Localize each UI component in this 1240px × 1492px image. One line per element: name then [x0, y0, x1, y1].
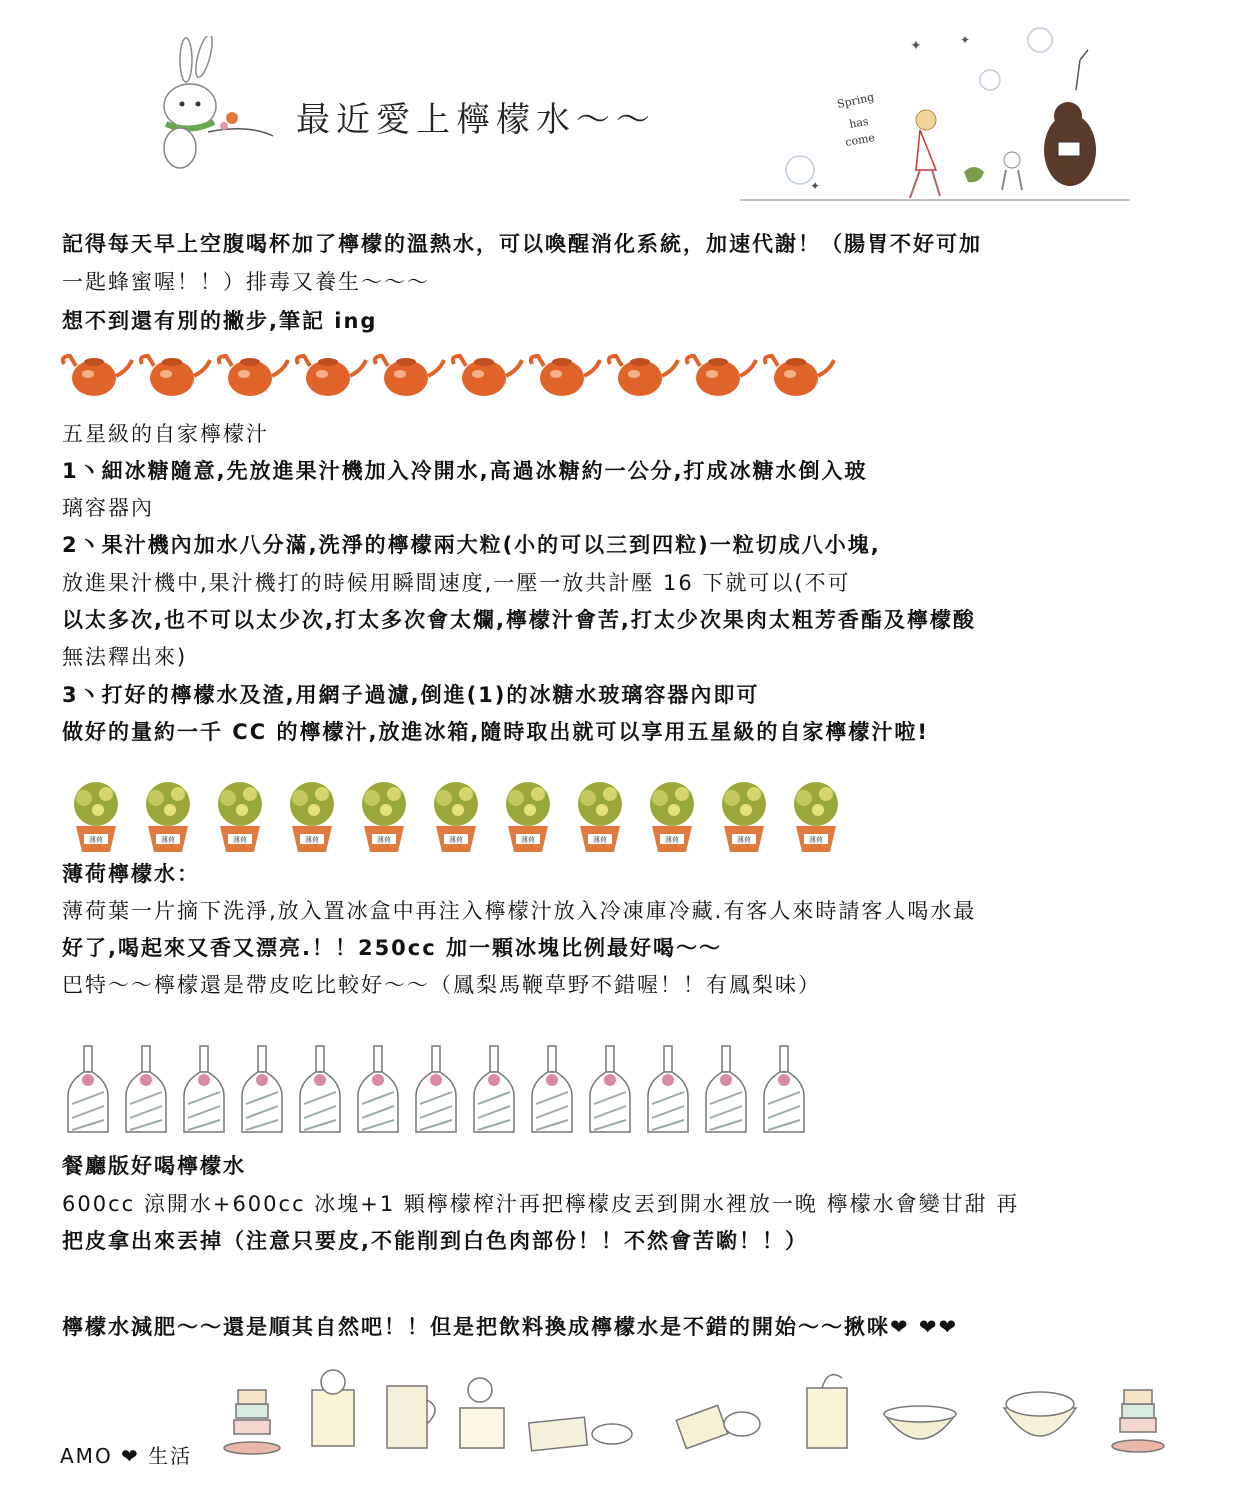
svg-text:薄荷: 薄荷	[89, 836, 103, 844]
svg-text:薄荷: 薄荷	[737, 836, 751, 844]
section1-line: 2丶果汁機內加水八分滿,洗淨的檸檬兩大粒(小的可以三到四粒)一粒切成八小塊,	[62, 533, 881, 557]
svg-text:薄荷: 薄荷	[377, 836, 391, 844]
art-text-spring: Spring	[835, 90, 876, 111]
section1-line: 1丶細冰糖隨意,先放進果汁機加入冷開水,高過冰糖約一公分,打成冰糖水倒入玻	[62, 459, 868, 483]
potted-mint-icon	[564, 780, 636, 854]
svg-text:薄荷: 薄荷	[593, 836, 607, 844]
bottle-icon	[756, 1044, 814, 1136]
section1-line: 璃容器內	[62, 496, 154, 520]
section3-heading: 餐廳版好喝檸檬水	[62, 1154, 246, 1178]
bottle-icon	[698, 1044, 756, 1136]
teapot-icon	[606, 348, 684, 400]
teapot-icon	[294, 348, 372, 400]
svg-text:薄荷: 薄荷	[305, 836, 319, 844]
teapot-row	[60, 348, 840, 400]
bottle-icon	[582, 1044, 640, 1136]
bottle-icon	[408, 1044, 466, 1136]
teapot-icon	[138, 348, 216, 400]
section3-line: 把皮拿出來丟掉（注意只要皮,不能削到白色肉部份！！不然會苦喲！！）	[62, 1229, 808, 1253]
teapot-icon	[684, 348, 762, 400]
intro-line-2: 一匙蜂蜜喔！！）排毒又養生～～～	[62, 270, 430, 294]
bottle-icon	[176, 1044, 234, 1136]
svg-text:薄荷: 薄荷	[233, 836, 247, 844]
spring-girl-illustration	[740, 20, 1130, 210]
bottle-icon	[60, 1044, 118, 1136]
svg-text:✦: ✦	[810, 179, 821, 193]
teapot-icon	[528, 348, 606, 400]
section1-line: 放進果汁機中,果汁機打的時候用瞬間速度,一壓一放共計壓 16 下就可以(不可	[62, 571, 851, 595]
section1-line: 以太多次,也不可以太少次,打太多次會太爛,檸檬汁會苦,打太少次果肉太粗芳香酯及檸檬酸	[62, 608, 976, 632]
bottle-icon	[466, 1044, 524, 1136]
potted-mint-icon	[780, 780, 852, 854]
cups-and-cats-illustration	[222, 1360, 1182, 1470]
section3-line: 600cc 涼開水+600cc 冰塊+1 顆檸檬榨汁再把檸檬皮丟到開水裡放一晚 檸檬水會變甘甜 再	[62, 1192, 1020, 1216]
bottle-icon	[118, 1044, 176, 1136]
footer-signature: AMO ❤ 生活	[60, 1444, 193, 1468]
bottle-row	[60, 1044, 814, 1136]
svg-text:薄荷: 薄荷	[665, 836, 679, 844]
teapot-icon	[216, 348, 294, 400]
potted-mint-icon	[636, 780, 708, 854]
teapot-icon	[372, 348, 450, 400]
teapot-icon	[60, 348, 138, 400]
section1-line: 無法釋出來)	[62, 645, 188, 669]
intro-line-1: 記得每天早上空腹喝杯加了檸檬的溫熱水，可以喚醒消化系統，加速代謝！（腸胃不好可加	[62, 232, 982, 256]
closing-line: 檸檬水減肥～～還是順其自然吧！！但是把飲料換成檸檬水是不錯的開始～～揪咪❤ ❤❤	[62, 1315, 959, 1339]
art-text-come: come	[844, 130, 876, 149]
teapot-icon	[762, 348, 840, 400]
bottle-icon	[640, 1044, 698, 1136]
section2-heading: 薄荷檸檬水：	[62, 862, 200, 886]
potted-mint-icon	[204, 780, 276, 854]
potted-mint-icon	[420, 780, 492, 854]
section1-heading: 五星級的自家檸檬汁	[62, 422, 269, 446]
potted-mint-icon	[60, 780, 132, 854]
bottle-icon	[350, 1044, 408, 1136]
potted-mint-icon	[132, 780, 204, 854]
section2-line: 薄荷葉一片摘下洗淨,放入置冰盒中再注入檸檬汁放入冷凍庫冷藏.有客人來時請客人喝水最	[62, 899, 977, 923]
svg-text:薄荷: 薄荷	[161, 836, 175, 844]
section2-line: 巴特～～檸檬還是帶皮吃比較好～～（鳳梨馬鞭草野不錯喔！！有鳳梨味）	[62, 973, 821, 997]
teapot-icon	[450, 348, 528, 400]
svg-text:✦: ✦	[910, 38, 922, 54]
rabbit-illustration	[128, 36, 278, 186]
section1-line: 3丶打好的檸檬水及渣,用網子過濾,倒進(1)的冰糖水玻璃容器內即可	[62, 683, 760, 707]
svg-text:薄荷: 薄荷	[449, 836, 463, 844]
potted-mint-icon	[708, 780, 780, 854]
section2-line: 好了,喝起來又香又漂亮.！！250cc 加一顆冰塊比例最好喝～～	[62, 936, 722, 960]
bottle-icon	[524, 1044, 582, 1136]
mint-pot-row	[60, 780, 852, 854]
intro-line-3: 想不到還有別的撇步,筆記 ing	[62, 309, 378, 333]
bottle-icon	[292, 1044, 350, 1136]
section1-line: 做好的量約一千 CC 的檸檬汁,放進冰箱,隨時取出就可以享用五星級的自家檸檬汁啦!	[62, 720, 929, 744]
potted-mint-icon	[276, 780, 348, 854]
svg-text:薄荷: 薄荷	[521, 836, 535, 844]
bottle-icon	[234, 1044, 292, 1136]
svg-text:薄荷: 薄荷	[809, 836, 823, 844]
svg-text:✦: ✦	[960, 33, 971, 47]
potted-mint-icon	[348, 780, 420, 854]
page-title: 最近愛上檸檬水～～	[296, 100, 656, 140]
art-text-has: has	[848, 114, 870, 131]
potted-mint-icon	[492, 780, 564, 854]
